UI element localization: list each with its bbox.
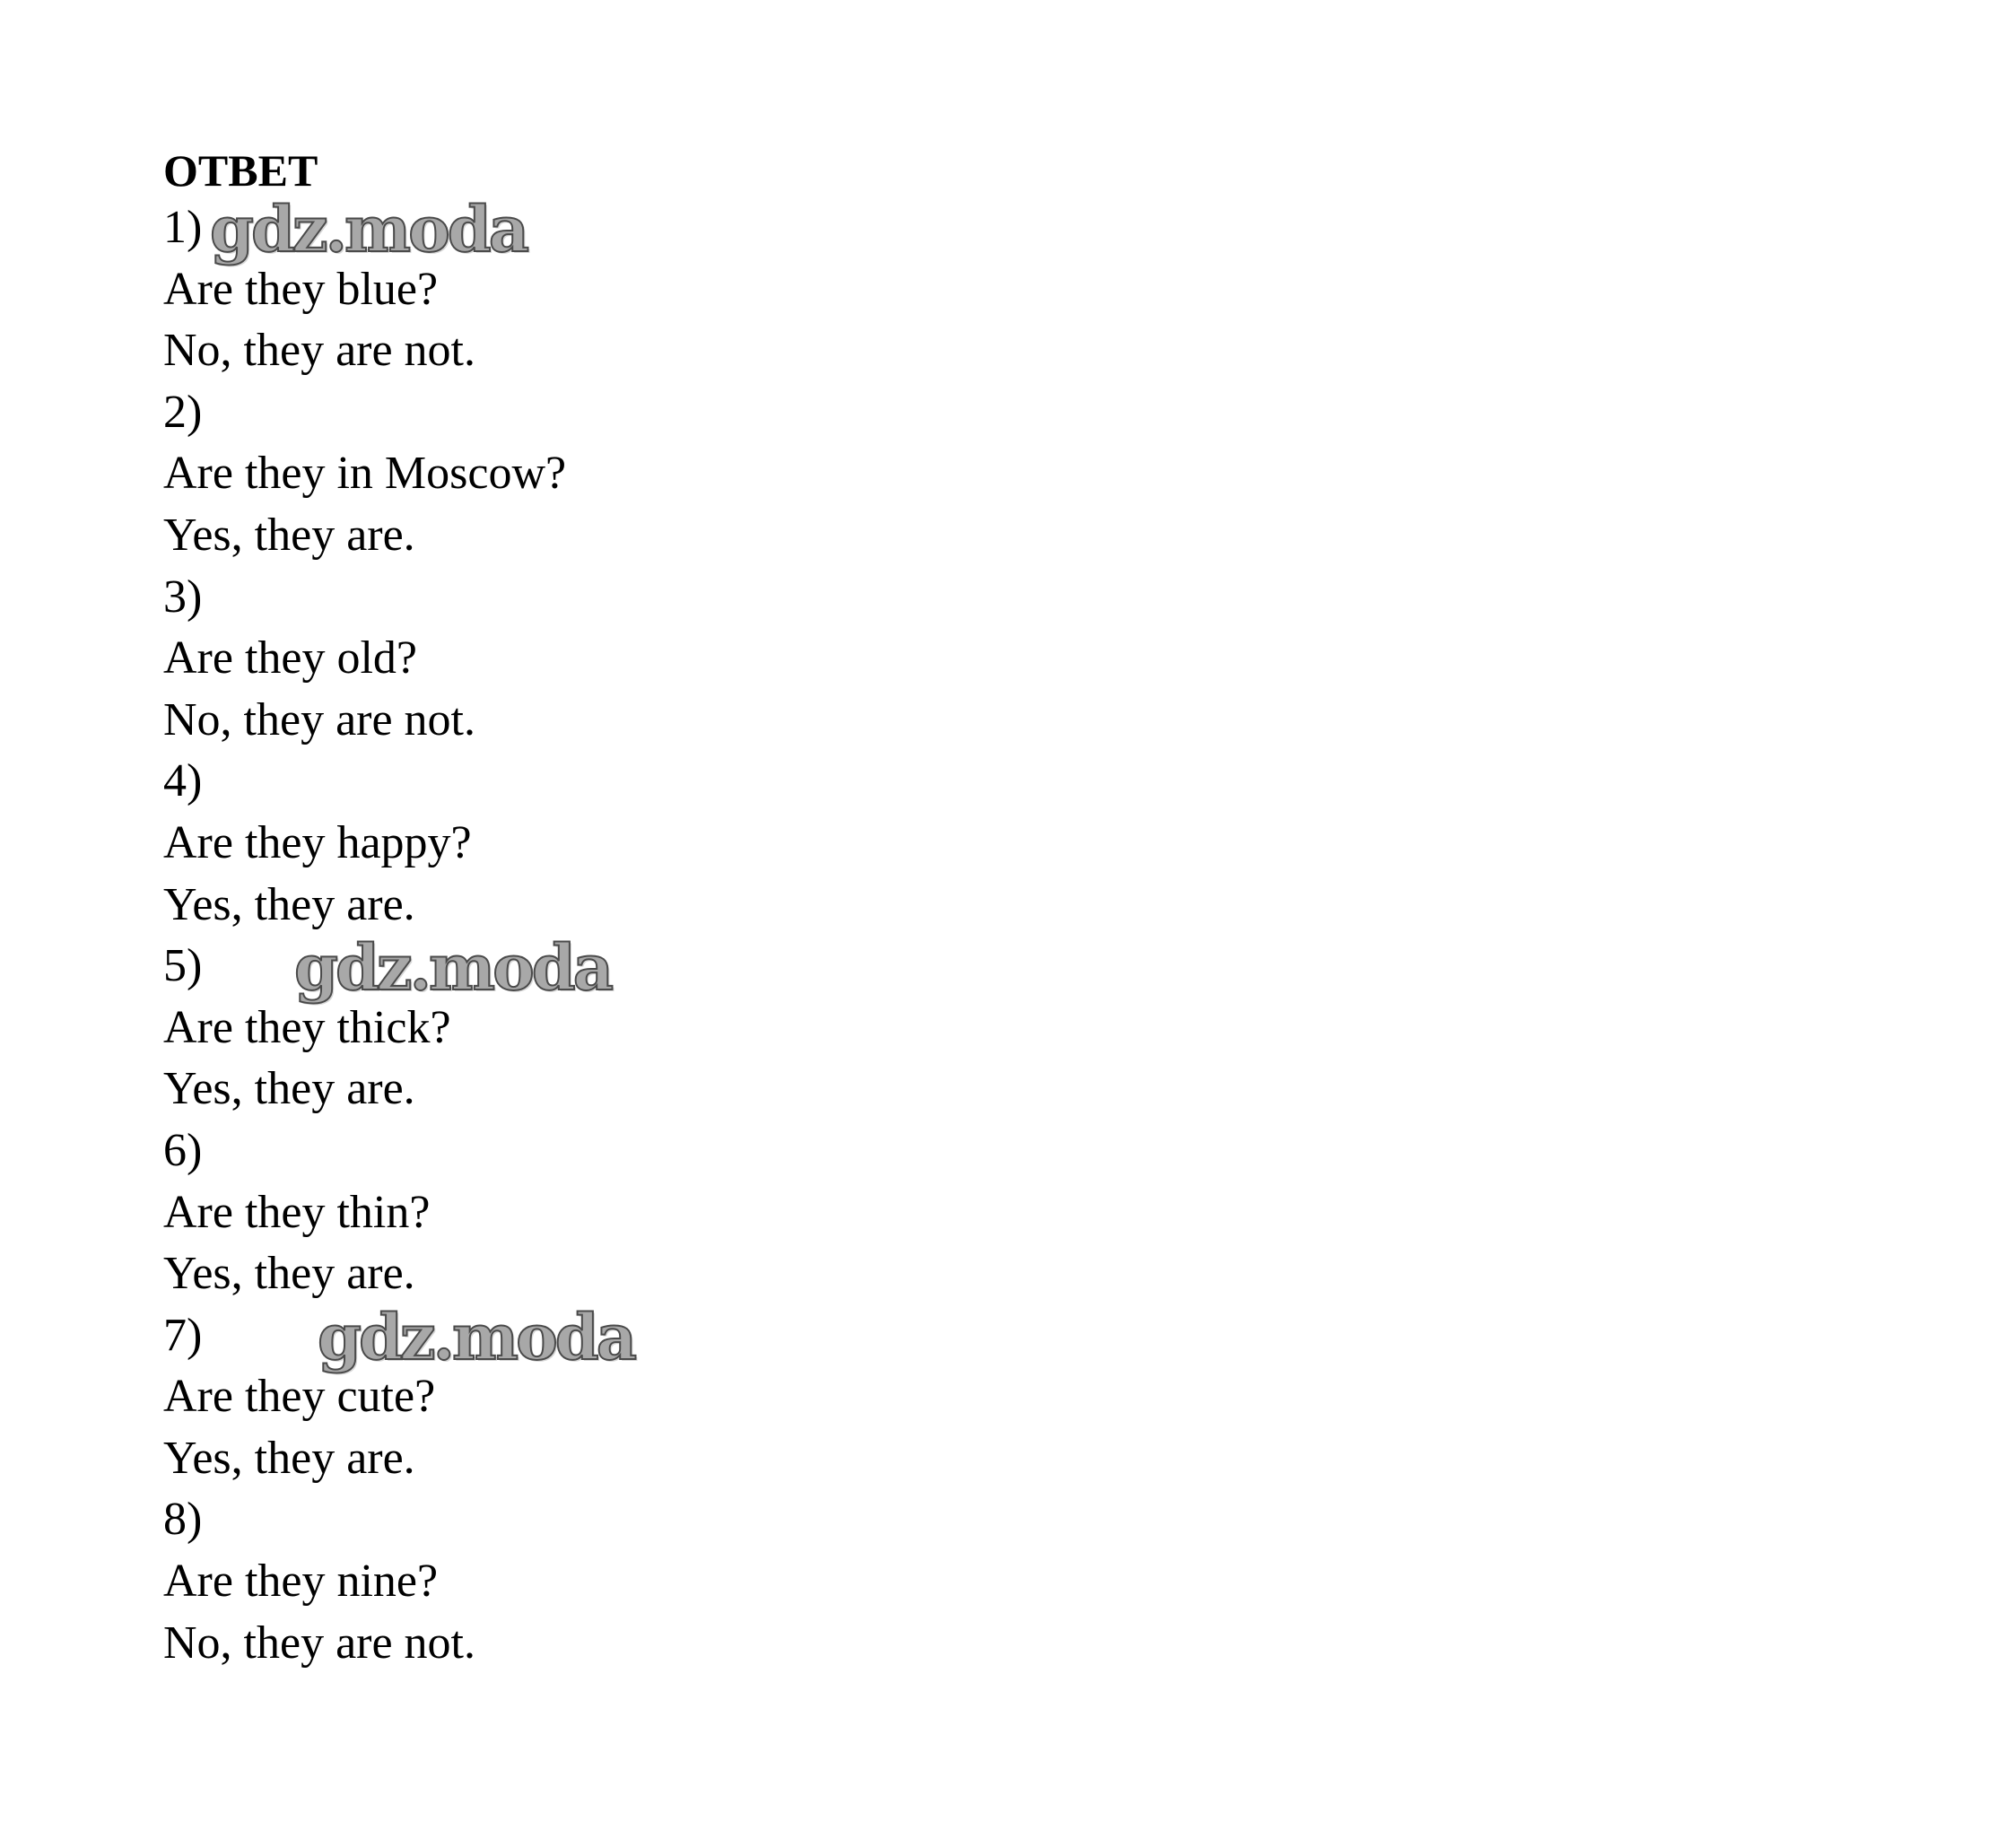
item-question: Are they blue?	[163, 263, 439, 315]
item-answer: Yes, they are.	[163, 1432, 415, 1484]
item-answer: Yes, they are.	[163, 878, 415, 930]
item-question: Are they old?	[163, 632, 418, 684]
item-number: 3)	[163, 571, 203, 623]
item-number: 8)	[163, 1494, 203, 1546]
item-question: Are they thick?	[163, 1001, 451, 1053]
item-question: Are they cute?	[163, 1371, 436, 1423]
item-number: 6)	[163, 1124, 203, 1176]
item-question: Are they thin?	[163, 1186, 431, 1238]
item-number-line	[163, 1120, 1419, 1182]
item-number: 5)	[163, 940, 203, 992]
item-number-line	[163, 1299, 1419, 1374]
item-answer: Yes, they are.	[163, 1248, 415, 1300]
item-question: Are they happy?	[163, 816, 472, 868]
item-question: Are they in Moscow?	[163, 448, 567, 500]
watermark-logo: gdz.moda	[210, 192, 527, 266]
page-heading: ОТВЕТ	[163, 145, 318, 196]
answer-page	[163, 144, 1419, 1674]
answer-item-7	[163, 1299, 1419, 1490]
item-answer: Yes, they are.	[163, 509, 415, 561]
item-number: 2)	[163, 386, 203, 438]
item-number-line	[163, 567, 1419, 629]
answer-item-3	[163, 567, 1419, 752]
answer-item-1	[163, 192, 1419, 382]
item-number-line	[163, 930, 1419, 1006]
item-answer: No, they are not.	[163, 693, 476, 745]
item-number-line	[163, 1489, 1419, 1551]
item-number: 4)	[163, 755, 203, 807]
item-answer: Yes, they are.	[163, 1063, 415, 1115]
item-number-line	[163, 382, 1419, 444]
answer-item-4	[163, 751, 1419, 936]
item-answer: No, they are not.	[163, 1617, 476, 1669]
watermark-logo: gdz.moda	[318, 1299, 635, 1374]
item-number-line	[163, 192, 1419, 266]
item-answer: No, they are not.	[163, 325, 476, 377]
item-number-line	[163, 751, 1419, 813]
watermark-logo: gdz.moda	[294, 930, 612, 1006]
answer-item-6	[163, 1120, 1419, 1305]
answer-item-2	[163, 382, 1419, 567]
item-number: 1)	[163, 202, 203, 253]
answer-item-8	[163, 1489, 1419, 1674]
item-question: Are they nine?	[163, 1556, 439, 1608]
item-number: 7)	[163, 1309, 203, 1361]
answer-item-5	[163, 930, 1419, 1120]
